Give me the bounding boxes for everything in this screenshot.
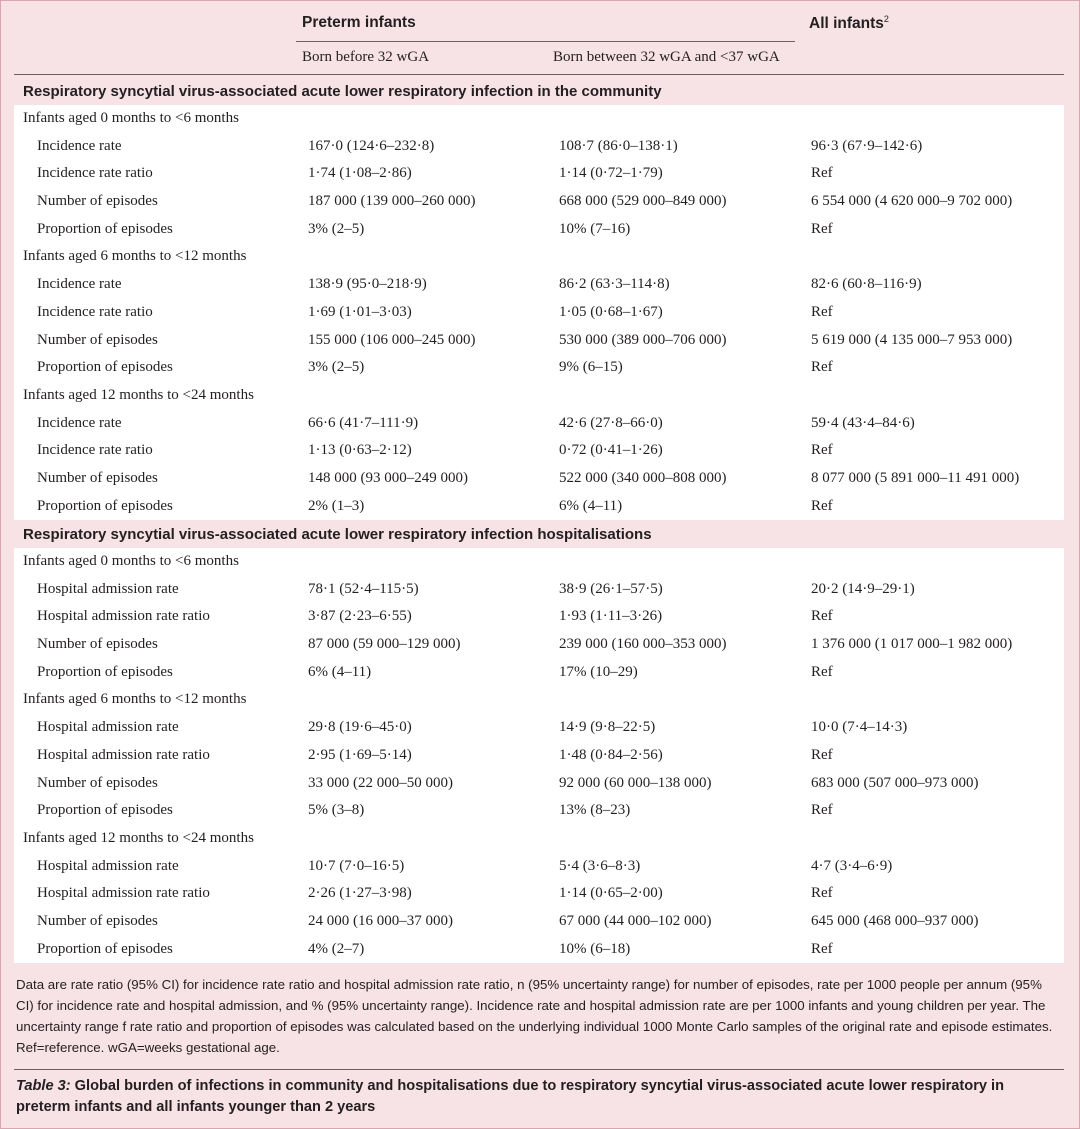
header-bottom-rule [14, 74, 1064, 75]
table-row [14, 465, 1064, 493]
cell-32-to-37: 10% (7–16) [559, 220, 631, 237]
cell-32-to-37: 86·2 (63·3–114·8) [559, 276, 670, 293]
cell-all-infants: 1 376 000 (1 017 000–1 982 000) [811, 636, 1013, 653]
table-row [14, 576, 1064, 604]
caption-text: Global burden of infections in community and hospitalisations due to respiratory syncytial virus-associated acute lower respiratory in preterm infants and all infants younger than 2 years [16, 1078, 1005, 1115]
table-row [14, 742, 1064, 770]
cell-before-32: 167·0 (124·6–232·8) [308, 137, 435, 154]
cell-before-32: 1·13 (0·63–2·12) [308, 442, 412, 459]
table-row [14, 188, 1064, 216]
header-sub-32-to-37: Born between 32 wGA and <37 wGA [553, 49, 780, 65]
table-row [14, 437, 1064, 465]
section-title-community: Respiratory syncytial virus-associated acute lower respiratory infection in the community [23, 83, 662, 100]
cell-32-to-37: 0·72 (0·41–1·26) [559, 442, 663, 459]
cell-all-infants: 20·2 (14·9–29·1) [811, 580, 915, 597]
cell-all-infants: 4·7 (3·4–6·9) [811, 857, 893, 874]
cell-before-32: 187 000 (139 000–260 000) [308, 193, 476, 210]
cell-all-infants: Ref [811, 497, 833, 514]
group-row [14, 243, 1064, 271]
group-label: Infants aged 0 months to <6 months [23, 553, 239, 569]
row-label: Incidence rate [37, 414, 122, 431]
group-row [14, 105, 1064, 133]
cell-before-32: 3·87 (2·23–6·55) [308, 608, 412, 625]
cell-32-to-37: 9% (6–15) [559, 359, 623, 376]
row-label: Incidence rate ratio [37, 165, 153, 182]
row-label: Number of episodes [37, 774, 158, 791]
cell-before-32: 33 000 (22 000–50 000) [308, 774, 453, 791]
row-label: Hospital admission rate ratio [37, 885, 210, 902]
cell-before-32: 78·1 (52·4–115·5) [308, 580, 419, 597]
cell-before-32: 24 000 (16 000–37 000) [308, 912, 453, 929]
cell-32-to-37: 5·4 (3·6–8·3) [559, 857, 641, 874]
table-row [14, 659, 1064, 687]
table-body-community [14, 105, 1064, 520]
cell-all-infants: Ref [811, 303, 833, 320]
table-caption [16, 1076, 1061, 1118]
row-label: Number of episodes [37, 912, 158, 929]
cell-all-infants: Ref [811, 885, 833, 902]
cell-all-infants: Ref [811, 802, 833, 819]
cell-before-32: 2·95 (1·69–5·14) [308, 746, 412, 763]
cell-32-to-37: 1·14 (0·65–2·00) [559, 885, 663, 902]
header-preterm: Preterm infants [302, 14, 416, 31]
row-label: Hospital admission rate [37, 580, 179, 597]
table-row [14, 880, 1064, 908]
cell-32-to-37: 6% (4–11) [559, 497, 623, 514]
cell-before-32: 2·26 (1·27–3·98) [308, 885, 412, 902]
cell-before-32: 10·7 (7·0–16·5) [308, 857, 405, 874]
cell-before-32: 4% (2–7) [308, 940, 365, 957]
table-footnote: Data are rate ratio (95% CI) for incidence rate ratio and hospital admission rate ratio, n (95% uncertainty range) for number of episodes, rate per 1000 people per annum (95% CI) for incidence rate and hospital admission, and % (95% uncertainty range). Incidence rate and hospital admission rate are per 1000 infants and young children per year. The uncertainty range f rate ratio and proportion of episodes was calculated based on the underlying individual 1000 Monte Carlo samples of the original rate and episode estimates. Ref=reference. wGA=weeks gestational age. [16, 977, 1053, 1055]
cell-all-infants: 645 000 (468 000–937 000) [811, 912, 979, 929]
row-label: Number of episodes [37, 469, 158, 486]
row-label: Proportion of episodes [37, 359, 173, 376]
row-label: Incidence rate [37, 276, 122, 293]
cell-all-infants: Ref [811, 442, 833, 459]
row-label: Number of episodes [37, 193, 158, 210]
cell-all-infants: 82·6 (60·8–116·9) [811, 276, 922, 293]
table-row [14, 133, 1064, 161]
row-label: Hospital admission rate ratio [37, 608, 210, 625]
cell-before-32: 155 000 (106 000–245 000) [308, 331, 476, 348]
header-divider [296, 41, 795, 42]
row-label: Proportion of episodes [37, 802, 173, 819]
cell-before-32: 148 000 (93 000–249 000) [308, 469, 468, 486]
cell-all-infants: Ref [811, 663, 833, 680]
group-label: Infants aged 6 months to <12 months [23, 691, 247, 708]
table-row [14, 770, 1064, 798]
section-title-hospitalisations: Respiratory syncytial virus-associated acute lower respiratory infection hospitalisations [23, 526, 652, 543]
cell-before-32: 1·74 (1·08–2·86) [308, 165, 412, 182]
cell-32-to-37: 522 000 (340 000–808 000) [559, 469, 727, 486]
table-row [14, 714, 1064, 742]
cell-32-to-37: 530 000 (389 000–706 000) [559, 331, 727, 348]
cell-all-infants: 59·4 (43·4–84·6) [811, 414, 915, 431]
cell-32-to-37: 108·7 (86·0–138·1) [559, 137, 678, 154]
cell-32-to-37: 10% (6–18) [559, 940, 631, 957]
row-label: Proportion of episodes [37, 497, 173, 514]
cell-before-32: 6% (4–11) [308, 663, 372, 680]
table-body-hospitalisations [14, 548, 1064, 963]
cell-before-32: 3% (2–5) [308, 220, 365, 237]
cell-32-to-37: 239 000 (160 000–353 000) [559, 636, 727, 653]
cell-before-32: 138·9 (95·0–218·9) [308, 276, 427, 293]
cell-all-infants: Ref [811, 359, 833, 376]
table-row [14, 631, 1064, 659]
cell-32-to-37: 1·93 (1·11–3·26) [559, 608, 663, 625]
row-label: Proportion of episodes [37, 663, 173, 680]
row-label: Incidence rate ratio [37, 442, 153, 459]
caption-label: Table 3: [16, 1078, 71, 1094]
row-label: Incidence rate [37, 137, 122, 154]
cell-all-infants: 5 619 000 (4 135 000–7 953 000) [811, 331, 1013, 348]
footnote-marker: 2 [883, 14, 889, 24]
table-row [14, 493, 1064, 521]
row-label: Hospital admission rate ratio [37, 746, 210, 763]
cell-32-to-37: 1·48 (0·84–2·56) [559, 746, 663, 763]
table-row [14, 216, 1064, 244]
cell-before-32: 3% (2–5) [308, 359, 365, 376]
row-label: Hospital admission rate [37, 857, 179, 874]
cell-before-32: 29·8 (19·6–45·0) [308, 719, 412, 736]
table-row [14, 354, 1064, 382]
cell-all-infants: Ref [811, 165, 833, 182]
group-row [14, 825, 1064, 853]
group-row [14, 382, 1064, 410]
cell-all-infants: 6 554 000 (4 620 000–9 702 000) [811, 193, 1013, 210]
cell-32-to-37: 42·6 (27·8–66·0) [559, 414, 663, 431]
cell-32-to-37: 14·9 (9·8–22·5) [559, 719, 656, 736]
group-label: Infants aged 6 months to <12 months [23, 248, 247, 265]
table-row [14, 853, 1064, 881]
row-label: Number of episodes [37, 331, 158, 348]
cell-all-infants: Ref [811, 220, 833, 237]
cell-32-to-37: 1·14 (0·72–1·79) [559, 165, 663, 182]
cell-all-infants: Ref [811, 608, 833, 625]
table-row [14, 936, 1064, 964]
header-sub-before-32: Born before 32 wGA [302, 49, 430, 65]
group-label: Infants aged 12 months to <24 months [23, 386, 254, 403]
row-label: Proportion of episodes [37, 220, 173, 237]
cell-32-to-37: 38·9 (26·1–57·5) [559, 580, 663, 597]
cell-all-infants: Ref [811, 940, 833, 957]
cell-32-to-37: 67 000 (44 000–102 000) [559, 912, 712, 929]
cell-all-infants: Ref [811, 746, 833, 763]
row-label: Number of episodes [37, 636, 158, 653]
cell-32-to-37: 92 000 (60 000–138 000) [559, 774, 712, 791]
group-row [14, 548, 1064, 576]
table-row [14, 327, 1064, 355]
group-row [14, 686, 1064, 714]
cell-all-infants: 8 077 000 (5 891 000–11 491 000) [811, 469, 1020, 486]
cell-32-to-37: 13% (8–23) [559, 802, 631, 819]
cell-before-32: 1·69 (1·01–3·03) [308, 303, 412, 320]
table-row [14, 160, 1064, 188]
table-row [14, 299, 1064, 327]
table-header [0, 0, 1080, 75]
group-label: Infants aged 12 months to <24 months [23, 829, 254, 846]
cell-32-to-37: 17% (10–29) [559, 663, 638, 680]
cell-all-infants: 683 000 (507 000–973 000) [811, 774, 979, 791]
table-row [14, 271, 1064, 299]
cell-before-32: 87 000 (59 000–129 000) [308, 636, 461, 653]
cell-before-32: 66·6 (41·7–111·9) [308, 414, 419, 431]
cell-all-infants: 10·0 (7·4–14·3) [811, 719, 908, 736]
caption-rule [14, 1069, 1064, 1070]
cell-before-32: 5% (3–8) [308, 802, 365, 819]
row-label: Incidence rate ratio [37, 303, 153, 320]
group-label: Infants aged 0 months to <6 months [23, 110, 239, 126]
row-label: Hospital admission rate [37, 719, 179, 736]
cell-32-to-37: 1·05 (0·68–1·67) [559, 303, 663, 320]
table-row [14, 410, 1064, 438]
table-row [14, 908, 1064, 936]
header-all-infants: All infants$^2$ [809, 14, 889, 33]
table-row [14, 797, 1064, 825]
row-label: Proportion of episodes [37, 940, 173, 957]
table-row [14, 603, 1064, 631]
cell-before-32: 2% (1–3) [308, 497, 365, 514]
cell-32-to-37: 668 000 (529 000–849 000) [559, 193, 727, 210]
cell-all-infants: 96·3 (67·9–142·6) [811, 137, 923, 154]
